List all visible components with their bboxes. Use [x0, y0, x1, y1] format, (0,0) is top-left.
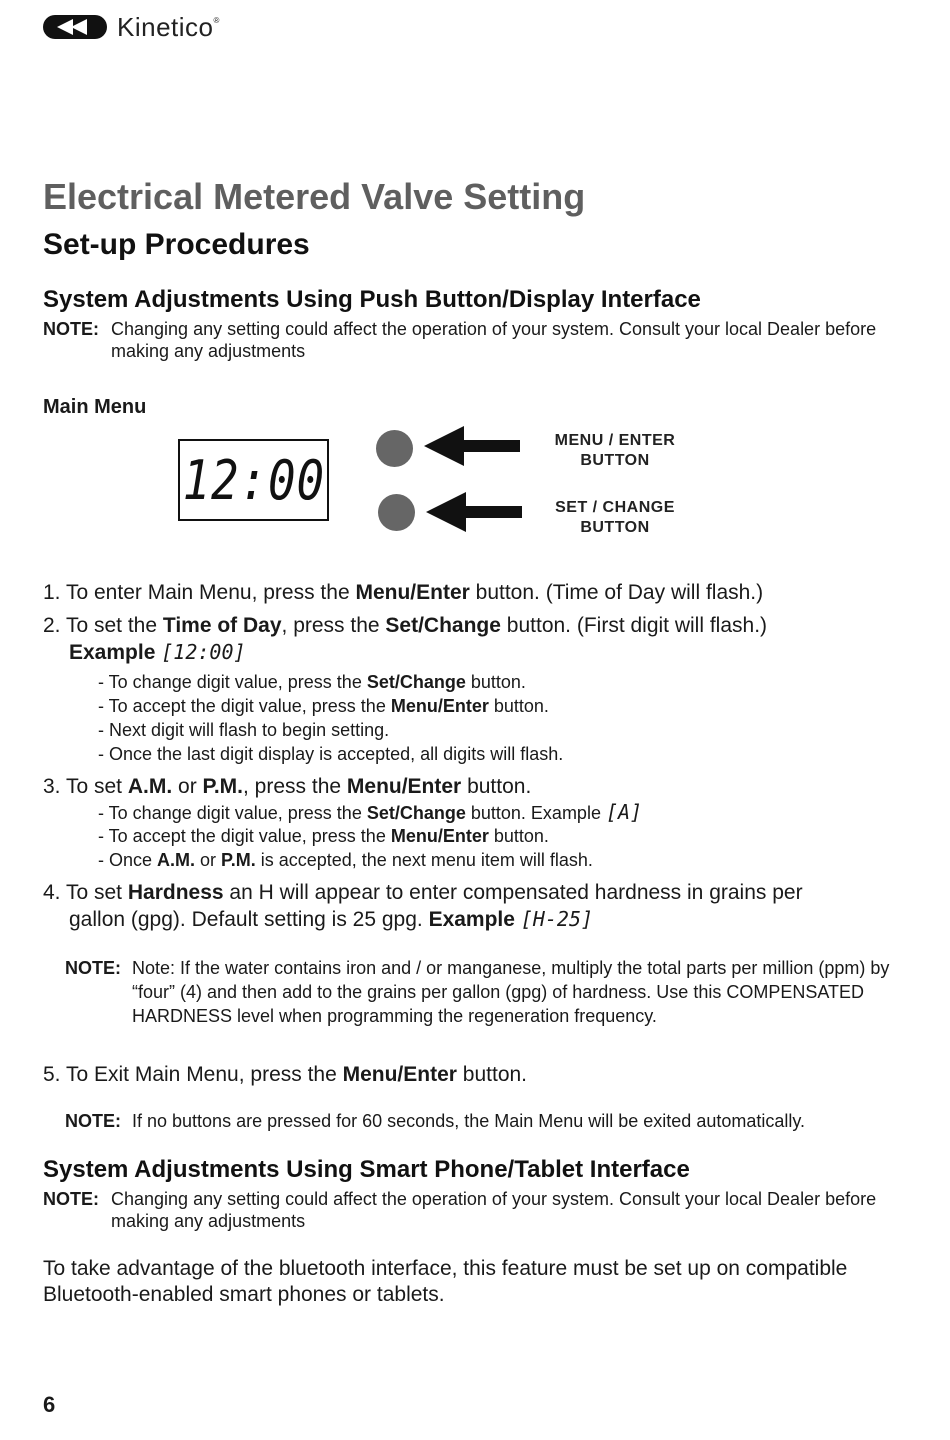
step-3-sub-3: - Once A.M. or P.M. is accepted, the next menu item will flash. [98, 850, 593, 870]
page-subtitle: Set-up Procedures [43, 228, 310, 261]
step-3: 3. To set A.M. or P.M., press the Menu/Enter button. [43, 775, 532, 798]
kinetico-logo-icon [43, 13, 107, 41]
main-menu-label: Main Menu [43, 396, 147, 418]
step-4: 4. To set Hardness an H will appear to enter compensated hardness in grains per gallon (gpg). Default setting is 25 gpg. Example [H-25] [43, 881, 803, 931]
lcd-time: 12:00 [182, 448, 325, 512]
note-text: Changing any setting could affect the operation of your system. Consult your local Dealer before making any adjustments [111, 319, 877, 361]
note-label: NOTE: [43, 319, 99, 339]
step-2: 2. To set the Time of Day, press the Set/Change button. (First digit will flash.) Example [12:00] [43, 614, 768, 664]
step-3-sub-2: - To accept the digit value, press the Menu/Enter button. [98, 826, 549, 846]
hardness-note: NOTE: Note: If the water contains iron and / or manganese, multiply the total parts per million (ppm) by “four” (4) and then add to the grains per gallon (gpg) of hardness. Use this COMPENSATED HARDNESS level when programming the regeneration frequency. [65, 958, 890, 1026]
lcd-display [178, 439, 329, 521]
note-label: NOTE: [43, 1189, 99, 1209]
menu-enter-button-icon [376, 430, 413, 467]
kinetico-logo [43, 12, 220, 42]
logo-wordmark: Kinetico® [117, 11, 220, 42]
section1-note [43, 318, 913, 362]
set-change-button-label: SET / CHANGE BUTTON [555, 499, 675, 536]
step-1: 1. To enter Main Menu, press the Menu/Enter button. (Time of Day will flash.) [43, 581, 764, 604]
section-heading-push-button: System Adjustments Using Push Button/Display Interface [43, 286, 701, 313]
step-2-sub-4: - Once the last digit display is accepted, all digits will flash. [98, 744, 564, 764]
step-2-sub-2: - To accept the digit value, press the Menu/Enter button. [98, 696, 549, 716]
arrow-left-icon [426, 492, 522, 532]
segment-example: [12:00] [161, 640, 246, 664]
step-2-sub-1: - To change digit value, press the Set/Change button. [98, 672, 526, 692]
step-3-sub-1: - To change digit value, press the Set/Change button. Example [A] [98, 800, 643, 824]
segment-example: [H-25] [520, 907, 594, 931]
step-2-sub-3: - Next digit will flash to begin setting. [98, 720, 390, 740]
step-5: 5. To Exit Main Menu, press the Menu/Enter button. [43, 1063, 528, 1086]
section-heading-smart-phone: System Adjustments Using Smart Phone/Tablet Interface [43, 1156, 690, 1183]
page-title: Electrical Metered Valve Setting [43, 176, 586, 217]
arrow-left-icon [424, 426, 520, 466]
exit-note: NOTE: If no buttons are pressed for 60 seconds, the Main Menu will be exited automatically. [65, 1111, 806, 1131]
section2-note [43, 1188, 913, 1232]
menu-enter-button-label: MENU / ENTER BUTTON [554, 432, 676, 469]
bluetooth-paragraph: To take advantage of the bluetooth interface, this feature must be set up on compatible Bluetooth-enabled smart phones or tablets. [43, 1257, 848, 1306]
page-number: 6 [43, 1392, 56, 1417]
set-change-button-icon [378, 494, 415, 531]
note-text: Changing any setting could affect the operation of your system. Consult your local Dealer before making any adjustments [111, 1189, 877, 1231]
